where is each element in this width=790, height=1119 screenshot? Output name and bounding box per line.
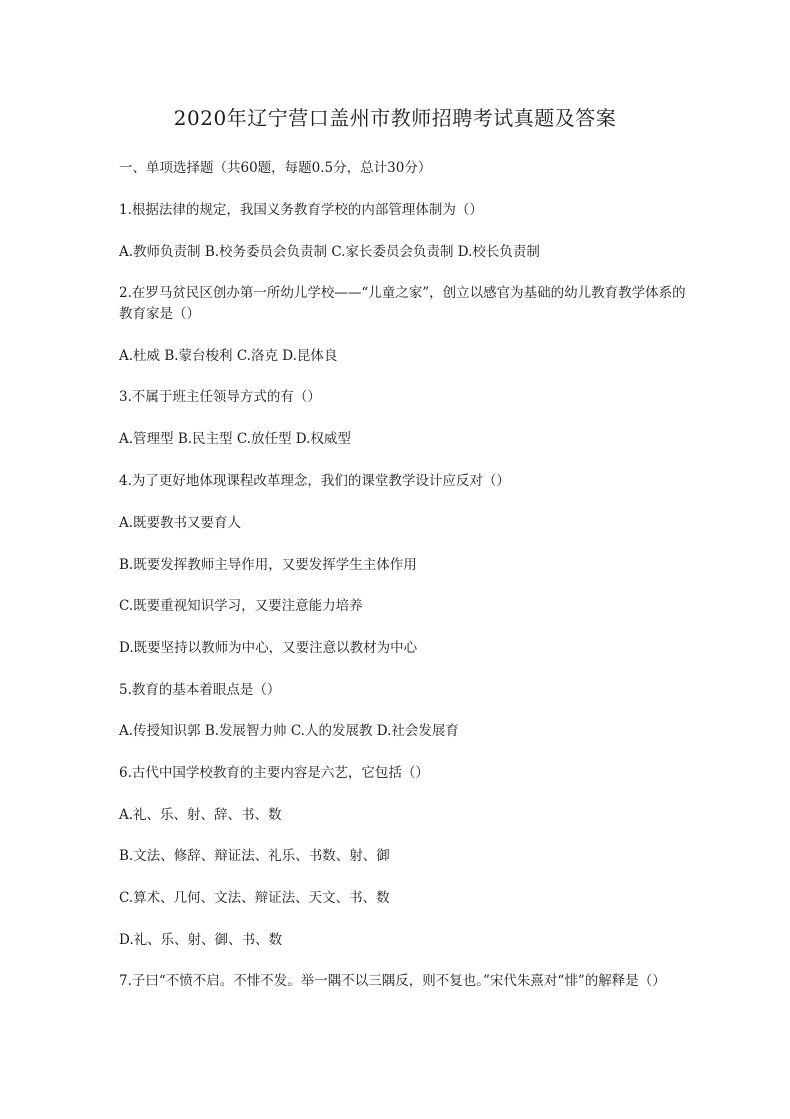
question-5-options: A.传授知识郭 B.发展智力帅 C.人的发展教 D.社会发展育	[119, 723, 459, 739]
question-3-options: A.管理型 B.民主型 C.放任型 D.权威型	[119, 431, 351, 447]
question-5: 5.教育的基本着眼点是（）	[119, 682, 281, 698]
question-4: 4.为了更好地体现课程改革理念，我们的课堂教学设计应反对（）	[119, 473, 510, 489]
question-4-option-d: D.既要坚持以教师为中心，又要注意以教材为中心	[119, 640, 418, 656]
question-6: 6.古代中国学校教育的主要内容是六艺，它包括（）	[119, 765, 429, 781]
question-2-options: A.杜威 B.蒙台梭利 C.洛克 D.昆体良	[119, 348, 338, 364]
question-4-option-b: B.既要发挥教师主导作用，又要发挥学生主体作用	[119, 557, 417, 573]
question-6-option-b: B.文法、修辞、辩证法、礼乐、书数、射、御	[119, 848, 390, 864]
question-1-options: A.教师负责制 B.校务委员会负责制 C.家长委员会负责制 D.校长负责制	[119, 244, 540, 260]
question-4-option-a: A.既要教书又要育人	[119, 515, 242, 531]
document-title: 2020年辽宁营口盖州市教师招聘考试真题及答案	[173, 106, 617, 130]
section-heading: 一、单项选择题（共60题，每题0.5分，总计30分）	[119, 160, 432, 176]
question-6-option-d: D.礼、乐、射、御、书、数	[119, 932, 283, 948]
question-6-option-c: C.算术、几何、文法、辩证法、天文、书、数	[119, 890, 390, 906]
question-3: 3.不属于班主任领导方式的有（）	[119, 389, 321, 405]
question-1: 1.根据法律的规定，我国义务教育学校的内部管理体制为（）	[119, 202, 483, 218]
question-4-option-c: C.既要重视知识学习，又要注意能力培养	[119, 598, 363, 614]
question-7: 7.子曰“不愤不启。不悱不发。举一隅不以三隅反，则不复也。”宋代朱熹对“悱”的解释是（）	[119, 973, 666, 989]
question-2: 2.在罗马贫民区创办第一所幼儿学校——“儿童之家”，创立以感官为基础的幼儿教育教学体系的教育家是（）	[119, 285, 686, 322]
question-6-option-a: A.礼、乐、射、辞、书、数	[119, 807, 282, 823]
